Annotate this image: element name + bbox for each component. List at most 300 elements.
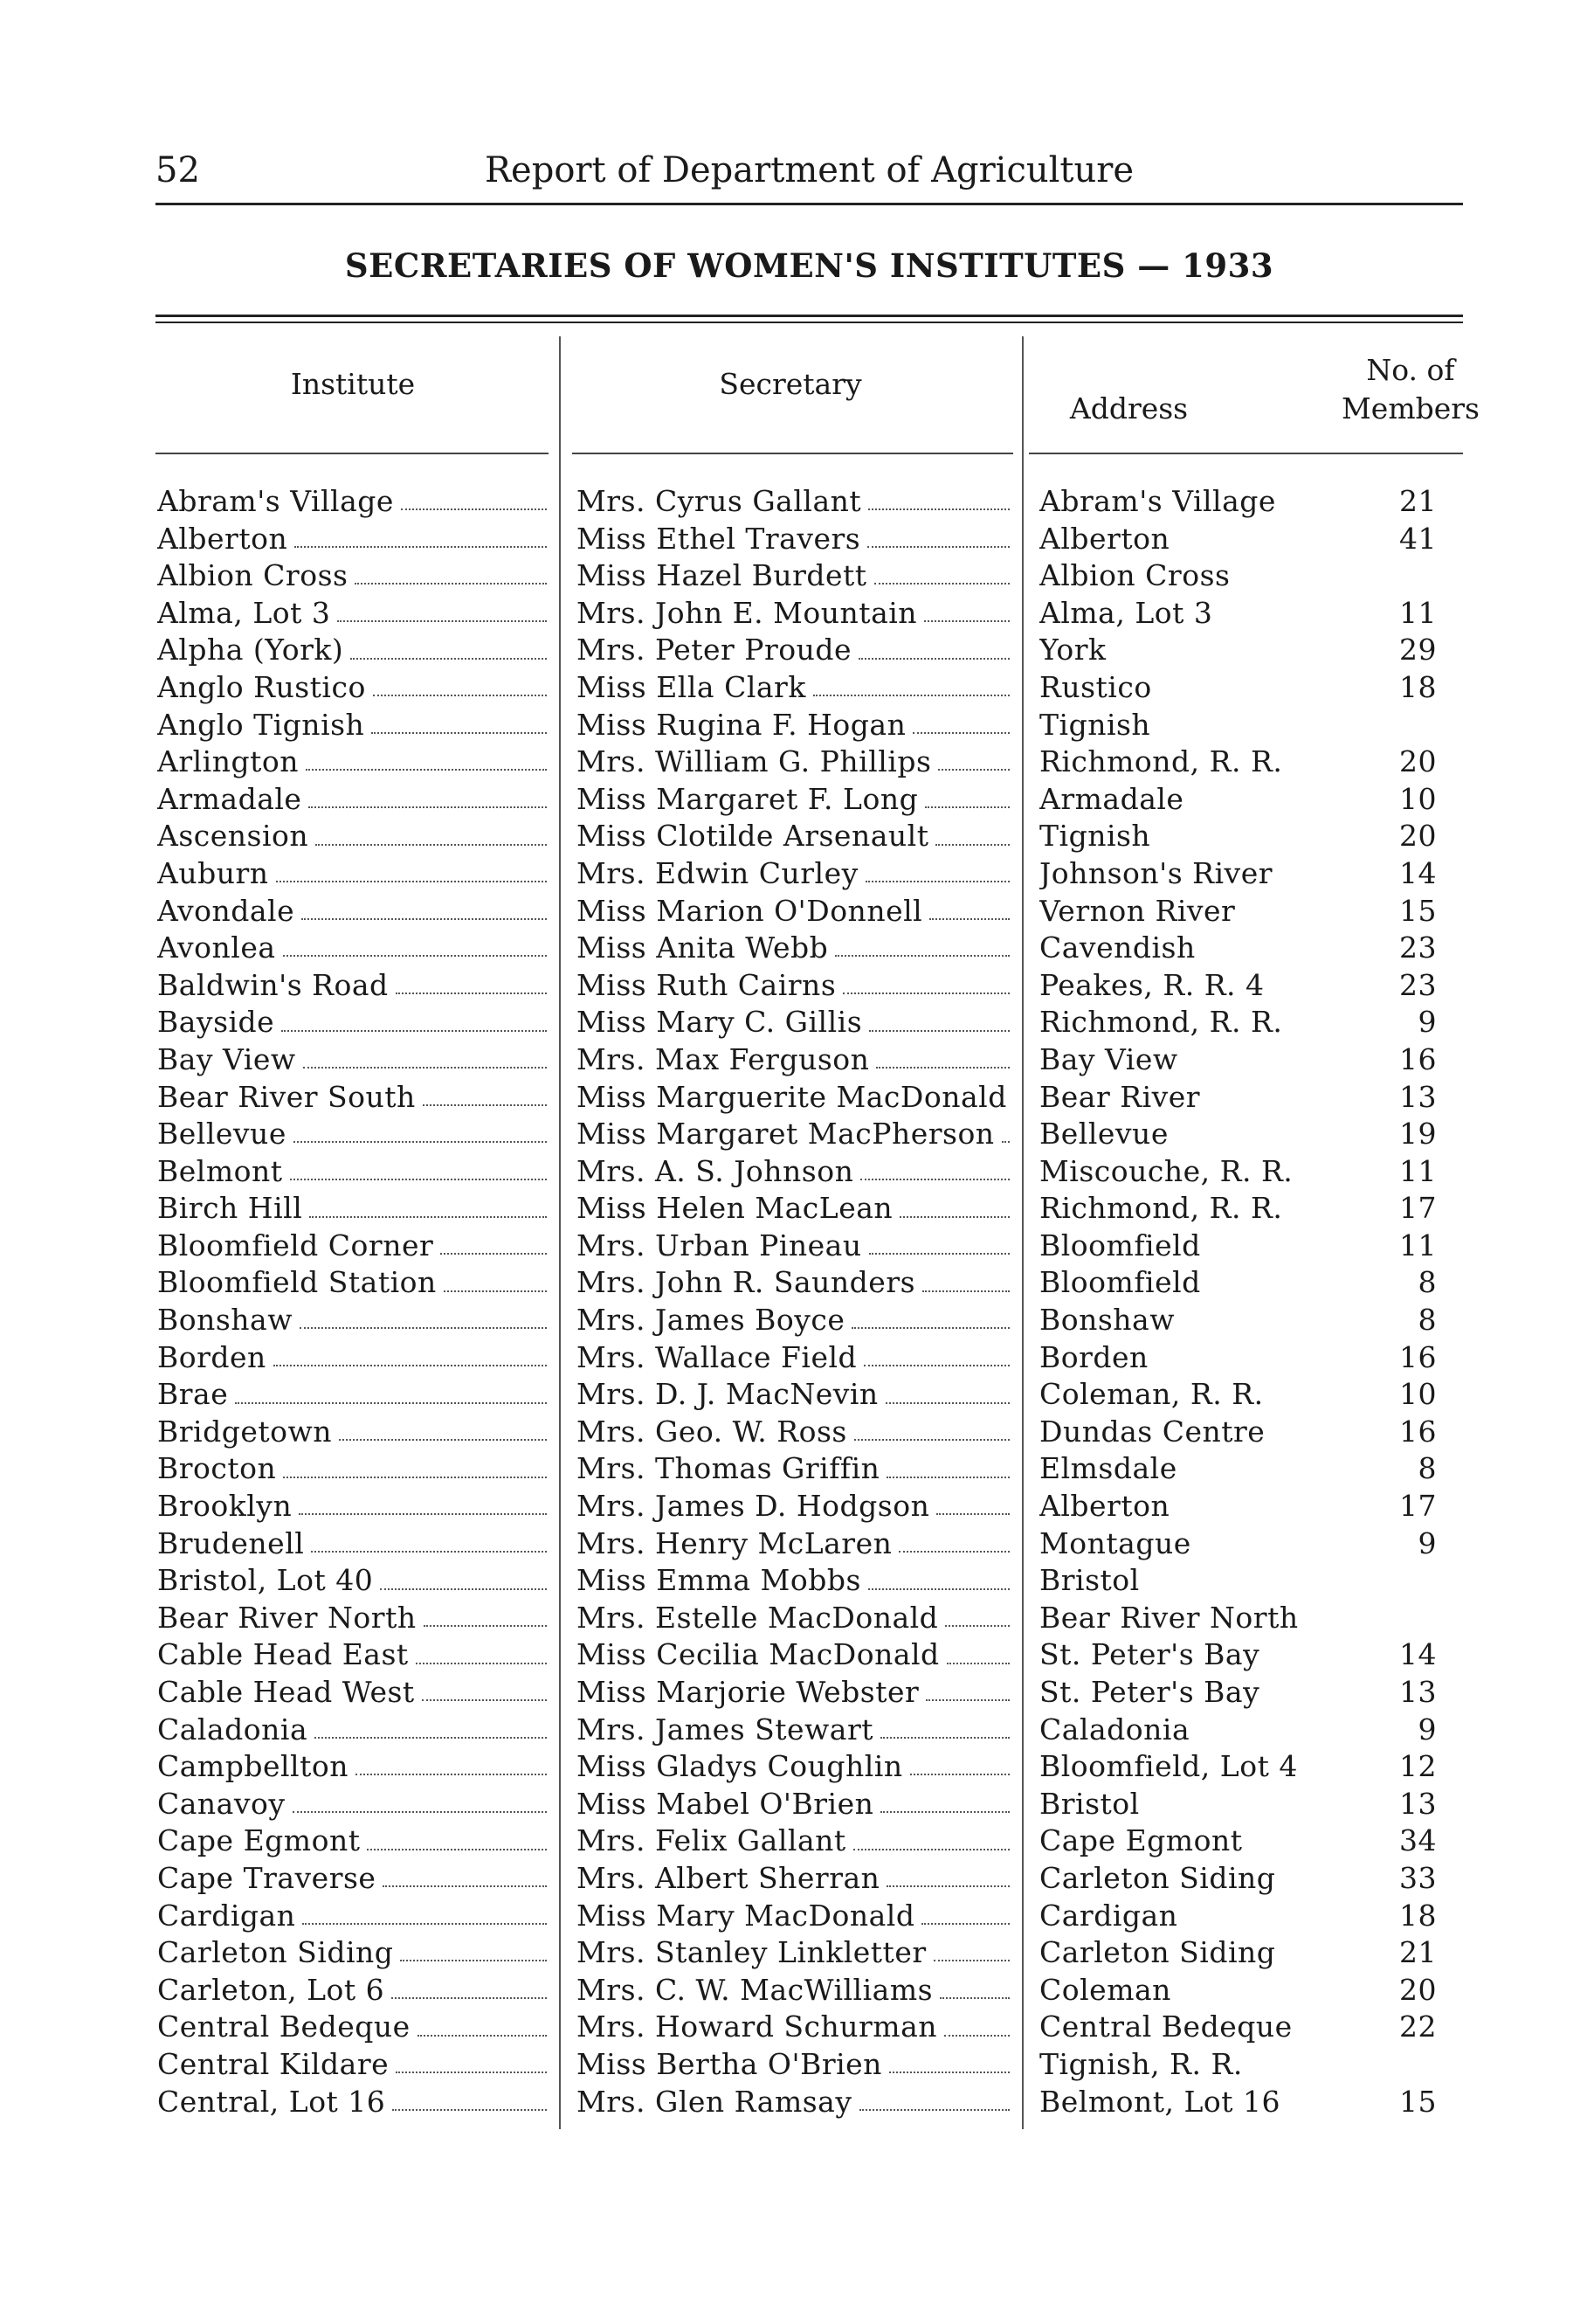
members-cell-text: 9: [1418, 1712, 1437, 1746]
institute-cell-text: Bristol, Lot 40: [157, 1563, 374, 1598]
address-cell-text: Alma, Lot 3: [1039, 595, 1213, 630]
address-cell-text: Cape Egmont: [1039, 1823, 1243, 1858]
members-cell-text: 14: [1399, 855, 1437, 890]
address-cell-text: Tignish: [1039, 707, 1151, 742]
members-cell: [1363, 744, 1444, 781]
table-row: [0, 483, 1594, 521]
page-header: [155, 140, 1463, 201]
table-row: [0, 1004, 1594, 1041]
address-cell: [1039, 930, 1354, 967]
address-cell: [1039, 557, 1354, 595]
table-row: [0, 1934, 1594, 1972]
address-cell: [1039, 595, 1354, 633]
institute-cell-text: Brocton: [157, 1451, 277, 1486]
leader-dots: [311, 1551, 547, 1553]
leader-dots: [936, 1513, 1010, 1515]
table-row: [0, 2046, 1594, 2084]
institute-cell: [157, 1041, 549, 1079]
address-cell: [1039, 1414, 1354, 1451]
address-cell-text: Peakes, R. R. 4: [1039, 967, 1265, 1002]
members-cell-text: 21: [1399, 484, 1437, 518]
address-cell: [1039, 1153, 1354, 1191]
institute-cell: [157, 669, 549, 707]
table-row: [0, 557, 1594, 595]
table-row: [0, 1823, 1594, 1860]
secretary-cell: [576, 557, 1011, 595]
leader-dots: [864, 1365, 1010, 1366]
members-cell: [1363, 1488, 1444, 1525]
secretary-cell-text: Mrs. John E. Mountain: [576, 595, 918, 630]
address-cell-text: Johnson's River: [1039, 855, 1273, 890]
leader-dots: [868, 508, 1010, 510]
institute-cell: [157, 557, 549, 595]
leader-dots: [440, 1253, 547, 1255]
address-cell-text: Bonshaw: [1039, 1303, 1175, 1338]
institute-cell-text: Brooklyn: [157, 1489, 293, 1524]
members-cell: [1363, 1860, 1444, 1898]
address-cell-text: Cardigan: [1039, 1898, 1178, 1933]
table-row: [0, 1674, 1594, 1712]
address-cell-text: Alberton: [1039, 1489, 1170, 1524]
members-cell: [1363, 1339, 1444, 1377]
institute-cell: [157, 632, 549, 669]
address-cell-text: Coleman: [1039, 1972, 1171, 2007]
table-row: [0, 1860, 1594, 1898]
institute-cell: [157, 2046, 549, 2084]
members-cell: [1363, 1153, 1444, 1191]
institute-cell-text: Bloomfield Station: [157, 1265, 437, 1300]
secretary-cell: [576, 1786, 1011, 1823]
address-cell-text: Bloomfield, Lot 4: [1039, 1749, 1298, 1784]
leader-dots: [867, 546, 1010, 548]
institute-cell: [157, 1079, 549, 1117]
institute-cell: [157, 744, 549, 781]
address-cell: [1039, 967, 1354, 1005]
address-cell-text: Cavendish: [1039, 930, 1196, 965]
members-cell: [1363, 1636, 1444, 1674]
members-cell: [1363, 1898, 1444, 1935]
secretary-cell: [576, 1376, 1011, 1414]
institute-cell: [157, 1339, 549, 1377]
secretary-cell-text: Mrs. Wallace Field: [576, 1339, 858, 1374]
address-cell: [1039, 1004, 1354, 1041]
address-cell: [1039, 1636, 1354, 1674]
table-row: [0, 781, 1594, 819]
leader-dots: [302, 1923, 547, 1925]
address-cell: [1039, 1079, 1354, 1117]
leader-dots: [876, 1067, 1010, 1069]
leader-dots: [315, 844, 547, 846]
institute-cell-text: Central Bedeque: [157, 2009, 411, 2044]
column-header-institute: Institute: [290, 367, 416, 401]
leader-dots: [396, 993, 547, 994]
institute-cell: [157, 818, 549, 855]
table-row: [0, 1228, 1594, 1265]
address-cell-text: Bristol: [1039, 1563, 1140, 1598]
members-cell: [1363, 1525, 1444, 1563]
institute-cell: [157, 855, 549, 893]
institute-cell-text: Cape Traverse: [157, 1860, 376, 1895]
members-cell-text: 10: [1399, 781, 1437, 816]
leader-dots: [299, 1513, 547, 1515]
address-cell-text: Montague: [1039, 1525, 1191, 1560]
address-cell-text: Caladonia: [1039, 1712, 1190, 1746]
secretary-cell: [576, 1153, 1011, 1191]
table-row: [0, 1376, 1594, 1414]
institute-cell: [157, 1525, 549, 1563]
members-cell-text: 21: [1399, 1935, 1437, 1970]
leader-dots: [281, 1030, 547, 1032]
page-number: 52: [155, 150, 200, 190]
secretary-cell: [576, 1860, 1011, 1898]
address-cell-text: Abram's Village: [1039, 484, 1276, 518]
members-cell: [1363, 1934, 1444, 1972]
institute-cell-text: Belmont: [157, 1153, 283, 1188]
leader-dots: [854, 1439, 1010, 1441]
institute-cell: [157, 1712, 549, 1749]
secretary-cell: [576, 1190, 1011, 1228]
secretary-cell-text: Mrs. James Stewart: [576, 1712, 873, 1746]
address-cell-text: Coleman, R. R.: [1039, 1377, 1264, 1412]
secretary-cell-text: Mrs. Felix Gallant: [576, 1823, 846, 1858]
running-head: Report of Department of Agriculture: [484, 150, 1135, 190]
leader-dots: [889, 2072, 1010, 2073]
institute-cell: [157, 1786, 549, 1823]
table-row: [0, 1302, 1594, 1339]
leader-dots: [337, 620, 547, 622]
members-cell: [1363, 1450, 1444, 1488]
members-cell-text: 34: [1399, 1823, 1437, 1858]
members-cell: [1363, 1562, 1444, 1600]
secretary-cell: [576, 1562, 1011, 1600]
members-cell: [1363, 669, 1444, 707]
address-cell: [1039, 1786, 1354, 1823]
members-cell: [1363, 557, 1444, 595]
address-cell-text: St. Peter's Bay: [1039, 1675, 1260, 1709]
secretary-cell: [576, 930, 1011, 967]
institute-cell-text: Bonshaw: [157, 1303, 293, 1338]
secretary-cell: [576, 744, 1011, 781]
secretary-cell: [576, 1339, 1011, 1377]
members-cell: [1363, 1190, 1444, 1228]
leader-dots: [303, 1067, 547, 1069]
secretary-cell: [576, 967, 1011, 1005]
leader-dots: [283, 1477, 547, 1478]
leader-dots: [396, 2072, 547, 2073]
address-cell: [1039, 2046, 1354, 2084]
members-cell-text: 41: [1399, 521, 1437, 556]
table-row: [0, 1041, 1594, 1079]
members-cell-text: 23: [1399, 930, 1437, 965]
institute-cell-text: Baldwin's Road: [157, 967, 389, 1002]
institute-cell-text: Birch Hill: [157, 1191, 303, 1226]
members-cell: [1363, 1414, 1444, 1451]
leader-dots: [843, 993, 1010, 994]
members-cell-text: 11: [1399, 595, 1437, 630]
members-cell: [1363, 818, 1444, 855]
institute-cell-text: Carleton Siding: [157, 1935, 394, 1970]
secretary-cell-text: Mrs. John R. Saunders: [576, 1265, 916, 1300]
address-cell: [1039, 1860, 1354, 1898]
secretary-cell: [576, 632, 1011, 669]
address-cell-text: Bay View: [1039, 1041, 1178, 1076]
institute-cell: [157, 1450, 549, 1488]
members-cell: [1363, 967, 1444, 1005]
institute-cell-text: Albion Cross: [157, 558, 348, 593]
secretary-cell-text: Mrs. Thomas Griffin: [576, 1451, 880, 1486]
institute-cell-text: Bay View: [157, 1041, 296, 1076]
secretary-cell: [576, 1674, 1011, 1712]
secretary-cell-text: Miss Marjorie Webster: [576, 1675, 920, 1709]
address-cell: [1039, 1748, 1354, 1786]
address-cell-text: Tignish: [1039, 819, 1151, 854]
secretary-cell-text: Mrs. Albert Sherran: [576, 1860, 880, 1895]
members-cell: [1363, 2084, 1444, 2121]
table-row: [0, 1450, 1594, 1488]
leader-dots: [860, 1179, 1010, 1180]
address-cell: [1039, 1302, 1354, 1339]
leader-dots: [371, 732, 547, 734]
members-cell-text: 9: [1418, 1005, 1437, 1040]
address-cell-text: Rustico: [1039, 669, 1152, 704]
institute-cell-text: Cable Head West: [157, 1675, 415, 1709]
address-cell-text: Alberton: [1039, 521, 1170, 556]
secretary-cell-text: Miss Gladys Coughlin: [576, 1749, 903, 1784]
table-row: [0, 1339, 1594, 1377]
secretary-cell: [576, 818, 1011, 855]
members-cell: [1363, 855, 1444, 893]
leader-dots: [392, 2109, 547, 2111]
members-cell: [1363, 1116, 1444, 1153]
secretary-cell: [576, 1302, 1011, 1339]
members-cell: [1363, 1228, 1444, 1265]
column-header-secretary: Secretary: [719, 367, 862, 401]
members-cell-text: 17: [1399, 1191, 1437, 1226]
leader-dots: [423, 1104, 547, 1106]
leader-dots: [868, 1588, 1010, 1590]
institute-cell-text: Brudenell: [157, 1525, 305, 1560]
institute-cell: [157, 1004, 549, 1041]
institute-cell: [157, 1898, 549, 1935]
members-cell: [1363, 595, 1444, 633]
secretary-cell: [576, 1712, 1011, 1749]
secretary-cell-text: Miss Ruth Cairns: [576, 967, 837, 1002]
members-cell-text: 16: [1399, 1041, 1437, 1076]
table-row: [0, 669, 1594, 707]
leader-dots: [900, 1216, 1010, 1218]
members-cell-text: 8: [1418, 1303, 1437, 1338]
leader-dots: [940, 1997, 1010, 1999]
table-row: [0, 1079, 1594, 1117]
leader-dots: [276, 881, 548, 882]
secretary-cell-text: Miss Rugina F. Hogan: [576, 707, 907, 742]
secretary-cell-text: Miss Marion O'Donnell: [576, 893, 923, 928]
institute-cell-text: Cape Egmont: [157, 1823, 361, 1858]
leader-dots: [813, 695, 1010, 696]
leader-dots: [924, 620, 1010, 622]
secretary-cell-text: Miss Mary MacDonald: [576, 1898, 915, 1933]
table-row: [0, 1116, 1594, 1153]
secretary-cell: [576, 1116, 1011, 1153]
institute-cell-text: Bridgetown: [157, 1414, 332, 1449]
institute-cell: [157, 1116, 549, 1153]
secretary-cell-text: Mrs. Glen Ramsay: [576, 2084, 852, 2119]
address-cell: [1039, 1041, 1354, 1079]
members-cell: [1363, 632, 1444, 669]
institute-cell-text: Anglo Rustico: [157, 669, 366, 704]
secretary-cell-text: Miss Helen MacLean: [576, 1191, 894, 1226]
institute-cell-text: Bellevue: [157, 1117, 286, 1152]
institute-cell: [157, 2084, 549, 2121]
secretary-cell: [576, 1004, 1011, 1041]
institute-cell-text: Alpha (York): [157, 633, 344, 667]
address-cell: [1039, 669, 1354, 707]
members-cell: [1363, 930, 1444, 967]
members-cell-text: 19: [1399, 1117, 1437, 1152]
institute-cell-text: Cable Head East: [157, 1637, 409, 1672]
table-row: [0, 1636, 1594, 1674]
secretary-cell-text: Mrs. Max Ferguson: [576, 1041, 870, 1076]
table-row: [0, 1562, 1594, 1600]
leader-dots: [301, 918, 547, 920]
address-cell: [1039, 1116, 1354, 1153]
address-cell: [1039, 1339, 1354, 1377]
institute-cell: [157, 1748, 549, 1786]
table-row: [0, 1898, 1594, 1935]
members-cell: [1363, 893, 1444, 930]
secretary-cell: [576, 1079, 1011, 1117]
address-cell: [1039, 818, 1354, 855]
institute-cell: [157, 781, 549, 819]
leader-dots: [853, 1849, 1010, 1850]
members-cell-text: 33: [1399, 1860, 1437, 1895]
leader-dots: [869, 1030, 1010, 1032]
secretary-cell-text: Miss Cecilia MacDonald: [576, 1637, 940, 1672]
secretary-cell-text: Miss Mary C. Gillis: [576, 1005, 863, 1040]
table-row: [0, 967, 1594, 1005]
secretary-cell: [576, 855, 1011, 893]
leader-dots: [886, 1402, 1010, 1404]
members-cell-text: 11: [1399, 1153, 1437, 1188]
address-cell: [1039, 1972, 1354, 2009]
address-cell-text: Dundas Centre: [1039, 1414, 1266, 1449]
members-cell-text: 13: [1399, 1079, 1437, 1114]
institute-cell-text: Campbellton: [157, 1749, 348, 1784]
address-cell-text: Belmont, Lot 16: [1039, 2084, 1281, 2119]
address-cell-text: Albion Cross: [1039, 558, 1231, 593]
secretaries-table: [0, 483, 1594, 2120]
table-row: [0, 1712, 1594, 1749]
address-cell: [1039, 1228, 1354, 1265]
institute-cell-text: Cardigan: [157, 1898, 296, 1933]
institute-cell: [157, 1972, 549, 2009]
members-cell: [1363, 1786, 1444, 1823]
institute-cell-text: Armadale: [157, 781, 302, 816]
address-cell: [1039, 1190, 1354, 1228]
address-cell-text: Bear River: [1039, 1079, 1201, 1114]
institute-cell-text: Bayside: [157, 1005, 275, 1040]
leader-dots: [309, 1216, 547, 1218]
institute-cell: [157, 1934, 549, 1972]
leader-dots: [417, 2035, 547, 2037]
leader-dots: [944, 2035, 1010, 2037]
members-cell: [1363, 781, 1444, 819]
institute-cell-text: Avondale: [157, 893, 295, 928]
leader-dots: [899, 1551, 1010, 1553]
leader-dots: [355, 583, 547, 584]
institute-cell: [157, 1414, 549, 1451]
leader-dots: [910, 1774, 1010, 1775]
members-cell: [1363, 1674, 1444, 1712]
institute-cell: [157, 967, 549, 1005]
leader-dots: [859, 2109, 1011, 2111]
secretary-cell-text: Mrs. Howard Schurman: [576, 2009, 938, 2044]
address-cell-text: Richmond, R. R.: [1039, 1005, 1283, 1040]
members-cell: [1363, 1748, 1444, 1786]
column-header-members-line1: No. of: [1366, 353, 1455, 387]
secretary-cell-text: Miss Clotilde Arsenault: [576, 819, 929, 854]
leader-dots: [874, 583, 1010, 584]
leader-dots: [391, 1997, 547, 1999]
table-row: [0, 818, 1594, 855]
institute-cell-text: Central, Lot 16: [157, 2084, 386, 2119]
secretary-cell-text: Mrs. Stanley Linkletter: [576, 1935, 927, 1970]
institute-cell: [157, 483, 549, 521]
secretary-cell-text: Miss Ethel Travers: [576, 521, 861, 556]
secretary-cell-text: Miss Anita Webb: [576, 930, 829, 965]
header-underline-secretary: [572, 453, 1013, 454]
institute-cell: [157, 1823, 549, 1860]
leader-dots: [1002, 1141, 1010, 1143]
secretary-cell-text: Mrs. D. J. MacNevin: [576, 1377, 879, 1412]
secretary-cell: [576, 893, 1011, 930]
secretary-cell: [576, 2046, 1011, 2084]
leader-dots: [934, 1960, 1010, 1961]
secretary-cell: [576, 1934, 1011, 1972]
leader-dots: [401, 508, 547, 510]
secretary-cell: [576, 707, 1011, 744]
table-row: [0, 1414, 1594, 1451]
members-cell: [1363, 707, 1444, 744]
secretary-cell-text: Mrs. Henry McLaren: [576, 1525, 893, 1560]
header-underline-institute: [155, 453, 549, 454]
institute-cell-text: Arlington: [157, 744, 299, 779]
members-cell-text: 22: [1399, 2009, 1437, 2044]
leader-dots: [283, 955, 547, 957]
leader-dots: [235, 1402, 547, 1404]
table-row: [0, 744, 1594, 781]
secretary-cell: [576, 1488, 1011, 1525]
address-cell: [1039, 632, 1354, 669]
secretary-cell-text: Mrs. Edwin Curley: [576, 855, 859, 890]
institute-cell-text: Ascension: [157, 819, 309, 854]
secretary-cell-text: Mrs. William G. Phillips: [576, 744, 932, 779]
address-cell: [1039, 521, 1354, 558]
secretary-cell-text: Miss Hazel Burdett: [576, 558, 867, 593]
members-cell-text: 16: [1399, 1339, 1437, 1374]
institute-cell: [157, 1228, 549, 1265]
leader-dots: [935, 844, 1010, 846]
institute-cell-text: Canavoy: [157, 1786, 286, 1821]
institute-cell: [157, 595, 549, 633]
members-cell-text: 16: [1399, 1414, 1437, 1449]
secretary-cell: [576, 521, 1011, 558]
institute-cell: [157, 1636, 549, 1674]
address-cell: [1039, 2084, 1354, 2121]
leader-dots: [859, 658, 1010, 660]
secretary-cell: [576, 483, 1011, 521]
leader-dots: [367, 1849, 547, 1850]
